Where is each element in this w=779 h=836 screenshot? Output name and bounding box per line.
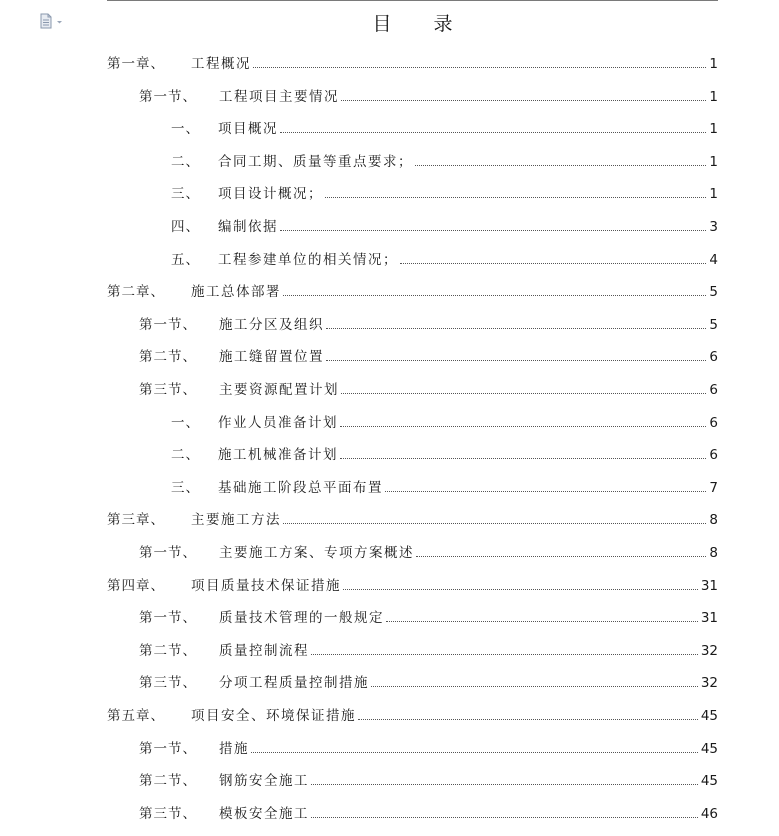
toc-entry-number: 第二节、 <box>139 349 197 366</box>
toc-entry[interactable] <box>107 278 718 300</box>
toc-entry-title: 模板安全施工 <box>219 805 309 822</box>
toc-entry[interactable] <box>171 474 718 496</box>
toc-entry-number: 第一章、 <box>107 56 165 72</box>
toc-entry[interactable] <box>107 572 718 594</box>
page-top-rule <box>107 0 718 1</box>
toc-page-number: 8 <box>709 545 718 561</box>
toc-entry-number: 第三节、 <box>139 675 197 692</box>
toc-entry-title: 施工分区及组织 <box>219 316 324 333</box>
toc-page-number: 5 <box>709 316 718 333</box>
chevron-down-icon <box>57 21 62 24</box>
toc-entry-number: 第二节、 <box>139 773 197 790</box>
toc-dot-leader <box>253 67 706 68</box>
toc-entry-number: 三、 <box>171 479 200 496</box>
toc-page-number: 5 <box>709 284 718 301</box>
document-menu[interactable] <box>40 13 66 29</box>
toc-entry-title: 主要资源配置计划 <box>219 382 339 398</box>
toc-entry-number: 一、 <box>171 121 200 138</box>
toc-page-number: 6 <box>709 414 718 431</box>
toc-entry[interactable] <box>139 604 718 626</box>
toc-entry-title: 施工机械准备计划 <box>218 447 338 464</box>
toc-dot-leader <box>415 165 706 166</box>
toc-entry[interactable] <box>139 669 718 691</box>
toc-dot-leader <box>416 556 706 557</box>
toc-page-number: 45 <box>700 740 718 757</box>
toc-entry[interactable] <box>139 311 718 333</box>
toc-entry-title: 工程参建单位的相关情况； <box>218 251 398 268</box>
toc-entry-number: 第三节、 <box>139 382 197 398</box>
toc-page-number: 46 <box>700 805 718 822</box>
toc-entry-number: 第三节、 <box>139 805 197 822</box>
toc-page-number: 6 <box>709 349 718 366</box>
toc-dot-leader <box>400 263 706 264</box>
toc-page-number: 31 <box>700 577 718 594</box>
toc-page-number: 4 <box>709 251 718 268</box>
toc-entry-title: 质量控制流程 <box>219 642 309 659</box>
title-char-1: 目 <box>372 13 392 35</box>
toc-entry-title: 工程项目主要情况 <box>219 88 339 105</box>
toc-entry[interactable] <box>107 702 718 724</box>
toc-entry[interactable] <box>171 441 718 463</box>
toc-dot-leader <box>311 654 698 655</box>
toc-entry-title: 施工缝留置位置 <box>219 349 324 366</box>
toc-entry-title: 合同工期、质量等重点要求； <box>218 153 413 170</box>
toc-dot-leader <box>311 817 698 818</box>
page-title <box>107 9 718 36</box>
toc-dot-leader <box>386 621 698 622</box>
toc-entry-number: 第四章、 <box>107 577 165 594</box>
title-char-2: 录 <box>433 13 453 35</box>
toc-entry[interactable] <box>139 735 718 757</box>
toc-entry-title: 质量技术管理的一般规定 <box>219 610 384 627</box>
toc-page-number: 31 <box>700 610 718 627</box>
toc-page-number: 1 <box>709 153 718 170</box>
toc-entry-title: 项目设计概况； <box>218 186 323 203</box>
document-icon <box>40 13 66 29</box>
toc-entry[interactable] <box>107 506 718 528</box>
toc-dot-leader <box>280 132 706 133</box>
toc-entry[interactable] <box>171 180 718 202</box>
toc-entry-title: 主要施工方法 <box>191 512 281 529</box>
toc-entry-number: 第二节、 <box>139 642 197 659</box>
toc-page-number: 45 <box>700 708 718 724</box>
toc-entry-number: 三、 <box>171 186 200 203</box>
toc-dot-leader <box>326 360 706 361</box>
toc-entry-title: 项目质量技术保证措施 <box>191 577 341 594</box>
toc-entry[interactable] <box>171 148 718 170</box>
toc-entry[interactable] <box>139 376 718 398</box>
toc-entry-number: 第一节、 <box>139 88 197 105</box>
toc-entry-title: 施工总体部署 <box>191 284 281 301</box>
toc-entry[interactable] <box>171 115 718 137</box>
toc-page-number: 1 <box>709 186 718 203</box>
toc-dot-leader <box>340 458 706 459</box>
toc-entry-number: 第一节、 <box>139 740 197 757</box>
toc-entry-title: 分项工程质量控制措施 <box>219 675 369 692</box>
toc-entry-number: 二、 <box>171 447 200 464</box>
toc-entry-title: 工程概况 <box>191 56 251 72</box>
toc-page-number: 6 <box>709 382 718 398</box>
toc-entry-title: 措施 <box>219 740 249 757</box>
toc-entry[interactable] <box>171 409 718 431</box>
toc-page-number: 1 <box>709 56 718 72</box>
toc-entry-number: 第一节、 <box>139 545 197 561</box>
toc-dot-leader <box>325 197 706 198</box>
toc-entry-title: 项目概况 <box>218 121 278 138</box>
toc-entry-number: 第一节、 <box>139 610 197 627</box>
toc-page-number: 45 <box>700 773 718 790</box>
toc-dot-leader <box>341 393 706 394</box>
toc-entry-title: 编制依据 <box>218 219 278 235</box>
toc-entry[interactable] <box>171 213 718 235</box>
toc-dot-leader <box>371 686 698 687</box>
toc-entry-number: 第一节、 <box>139 316 197 333</box>
toc-dot-leader <box>283 523 706 524</box>
toc-entry[interactable] <box>139 83 718 105</box>
toc-page-number: 7 <box>709 479 718 496</box>
toc-page-number: 32 <box>700 675 718 692</box>
toc-entry-title: 作业人员准备计划 <box>218 414 338 431</box>
toc-dot-leader <box>326 328 706 329</box>
toc-entry[interactable] <box>107 50 718 72</box>
toc-entry-number: 五、 <box>171 251 200 268</box>
toc-entry-number: 第三章、 <box>107 512 165 529</box>
toc-page-number: 1 <box>709 121 718 138</box>
toc-entry-title: 主要施工方案、专项方案概述 <box>219 545 414 561</box>
toc-entry-number: 一、 <box>171 414 200 431</box>
toc-dot-leader <box>341 100 706 101</box>
toc-entry-number: 第五章、 <box>107 708 165 724</box>
toc-dot-leader <box>311 784 698 785</box>
toc-entry-number: 四、 <box>171 219 200 235</box>
toc-page-number: 8 <box>709 512 718 529</box>
toc-entry-title: 钢筋安全施工 <box>219 773 309 790</box>
toc-entry[interactable] <box>139 539 718 561</box>
toc-entry-number: 二、 <box>171 153 200 170</box>
toc-entry[interactable] <box>139 637 718 659</box>
toc-dot-leader <box>280 230 706 231</box>
toc-dot-leader <box>283 295 706 296</box>
toc-entry[interactable] <box>139 343 718 365</box>
toc-page-number: 3 <box>709 219 718 235</box>
toc-page-number: 1 <box>709 88 718 105</box>
toc-dot-leader <box>343 589 698 590</box>
toc-entry[interactable] <box>171 246 718 268</box>
toc-page-number: 32 <box>700 642 718 659</box>
toc-dot-leader <box>340 426 706 427</box>
toc-entry-title: 基础施工阶段总平面布置 <box>218 479 383 496</box>
toc-dot-leader <box>251 752 698 753</box>
toc-entry[interactable] <box>139 767 718 789</box>
toc-entry-title: 项目安全、环境保证措施 <box>191 708 356 724</box>
toc-entry-number: 第二章、 <box>107 284 165 301</box>
toc-page-number: 6 <box>709 447 718 464</box>
toc-dot-leader <box>385 491 706 492</box>
toc-entry[interactable] <box>139 800 718 822</box>
toc-dot-leader <box>358 719 698 720</box>
